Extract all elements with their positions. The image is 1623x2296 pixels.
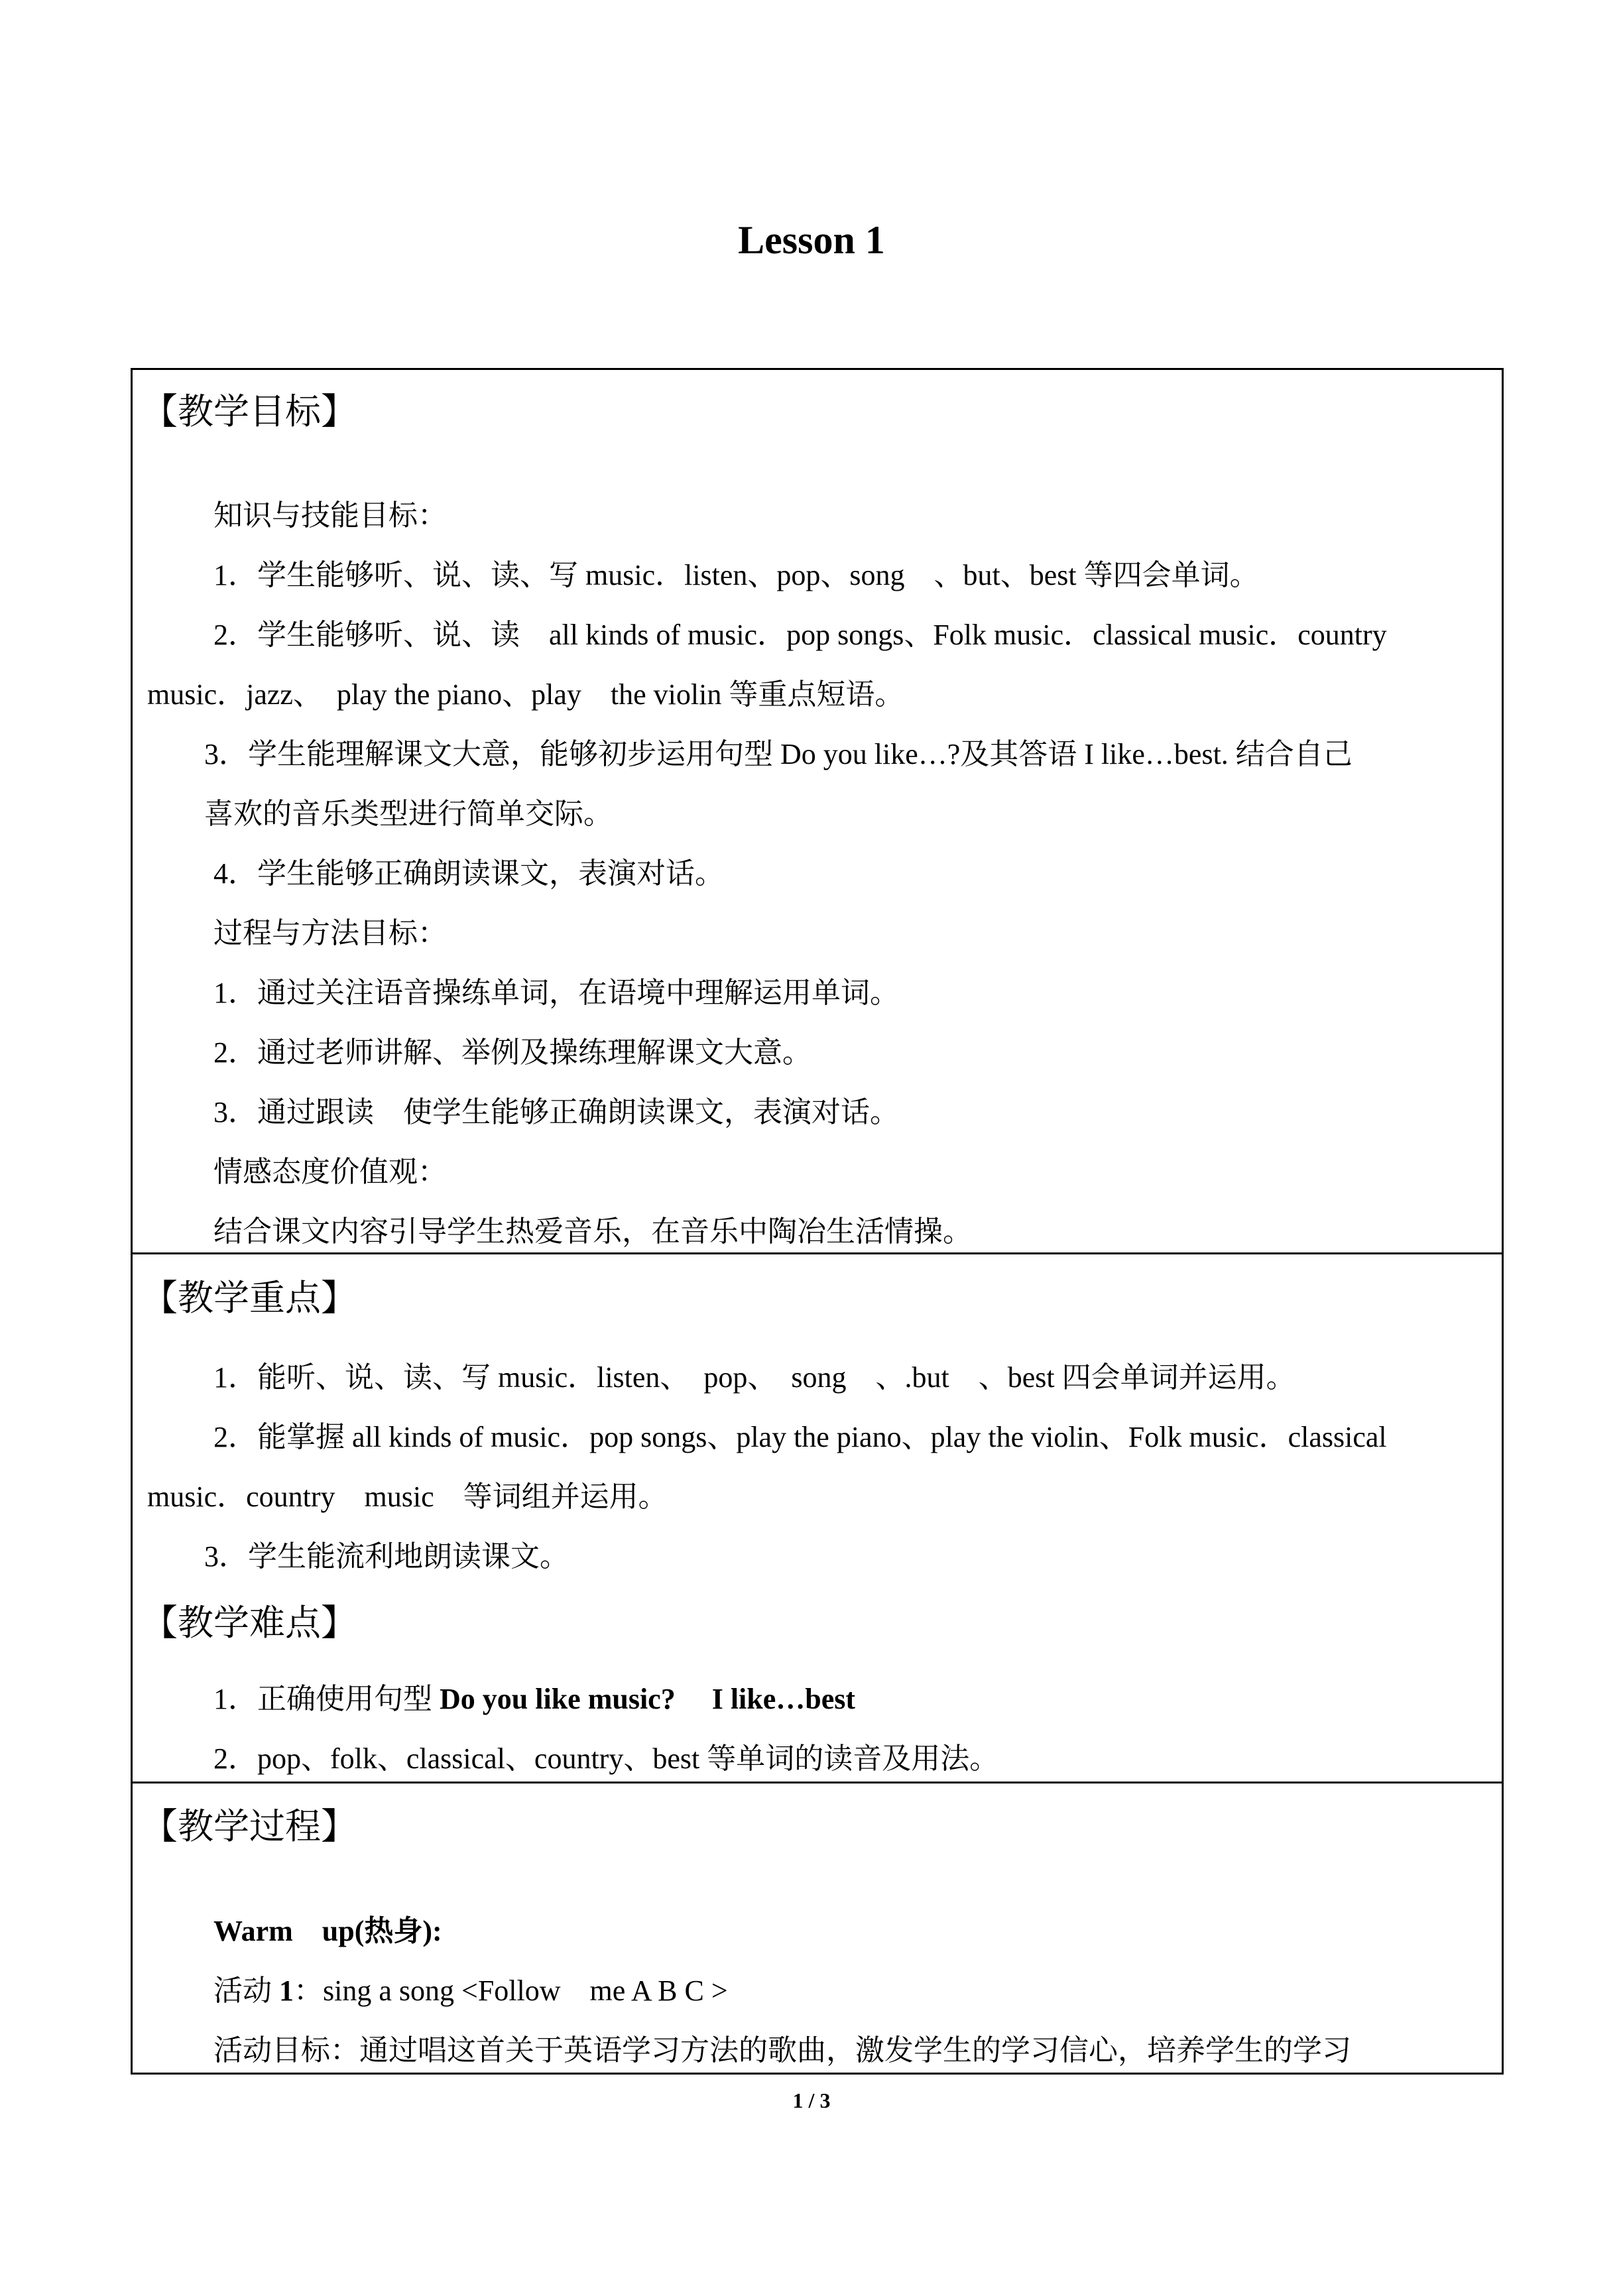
difficulty-1-prefix: 1．正确使用句型 xyxy=(213,1683,432,1715)
row-divider-2 xyxy=(133,1782,1502,1783)
objective-k3a: 3．学生能理解课文大意，能够初步运用句型 Do you like…?及其答语 I like…best. 结合自己 xyxy=(204,738,1352,770)
emotion-subheading: 情感态度价值观： xyxy=(213,1156,447,1188)
key-point-2b: music．country music 等词组并运用。 xyxy=(147,1480,668,1513)
page-number: 1 / 3 xyxy=(792,2088,831,2112)
difficulty-2: 2．pop、folk、classical、country、best 等单词的读音及用法。 xyxy=(213,1742,999,1775)
warmup-label: Warm up(热身): xyxy=(213,1915,442,1947)
key-point-3: 3．学生能流利地朗读课文。 xyxy=(204,1540,569,1573)
key-point-2a: 2．能掌握 all kinds of music．pop songs、play the piano、play the violin、Folk music．classical xyxy=(213,1421,1387,1453)
difficulty-1-sentence: Do you like music? I like…best xyxy=(440,1683,856,1715)
page-title: Lesson 1 xyxy=(738,218,885,262)
objective-k4: 4．学生能够正确朗读课文，表演对话。 xyxy=(213,857,724,890)
objective-k2b: music．jazz、 play the piano、play the violin 等重点短语。 xyxy=(147,678,904,711)
objective-p1: 1．通过关注语音操练单词，在语境中理解运用单词。 xyxy=(213,977,899,1009)
process-heading: 【教学过程】 xyxy=(142,1807,357,1846)
objective-e1: 结合课文内容引导学生热爱音乐，在音乐中陶冶生活情操。 xyxy=(213,1215,972,1248)
difficulty-1 xyxy=(213,1679,855,1719)
objectives-heading: 【教学目标】 xyxy=(142,392,357,432)
lesson-plan-table xyxy=(131,368,1504,2075)
process-subheading: 过程与方法目标： xyxy=(213,917,447,949)
objective-k2a: 2．学生能够听、说、读 all kinds of music．pop songs、Folk music．classical music．country xyxy=(213,619,1387,651)
activity-1-description: ：sing a song <Follow me A B C > xyxy=(294,1974,728,2007)
activity-1-number: 1 xyxy=(279,1974,294,2007)
key-point-1: 1．能听、说、读、写 music．listen、 pop、 song 、.but 、best 四会单词并运用。 xyxy=(213,1361,1295,1394)
activity-goal: 活动目标：通过唱这首关于英语学习方法的歌曲，激发学生的学习信心，培养学生的学习 xyxy=(213,2034,1351,2067)
row-divider-1 xyxy=(133,1252,1502,1254)
objective-p3: 3．通过跟读 使学生能够正确朗读课文，表演对话。 xyxy=(213,1096,899,1128)
objective-k1: 1．学生能够听、说、读、写 music．listen、pop、song 、but、best 等四会单词。 xyxy=(213,559,1259,591)
activity-1-prefix: 活动 xyxy=(213,1974,272,2007)
difficulties-heading: 【教学难点】 xyxy=(142,1603,357,1643)
objective-p2: 2．通过老师讲解、举例及操练理解课文大意。 xyxy=(213,1036,812,1069)
objective-k3b: 喜欢的音乐类型进行简单交际。 xyxy=(204,798,613,830)
activity-1 xyxy=(213,1971,728,2011)
key-points-heading: 【教学重点】 xyxy=(142,1278,357,1318)
knowledge-subheading: 知识与技能目标： xyxy=(213,499,447,532)
